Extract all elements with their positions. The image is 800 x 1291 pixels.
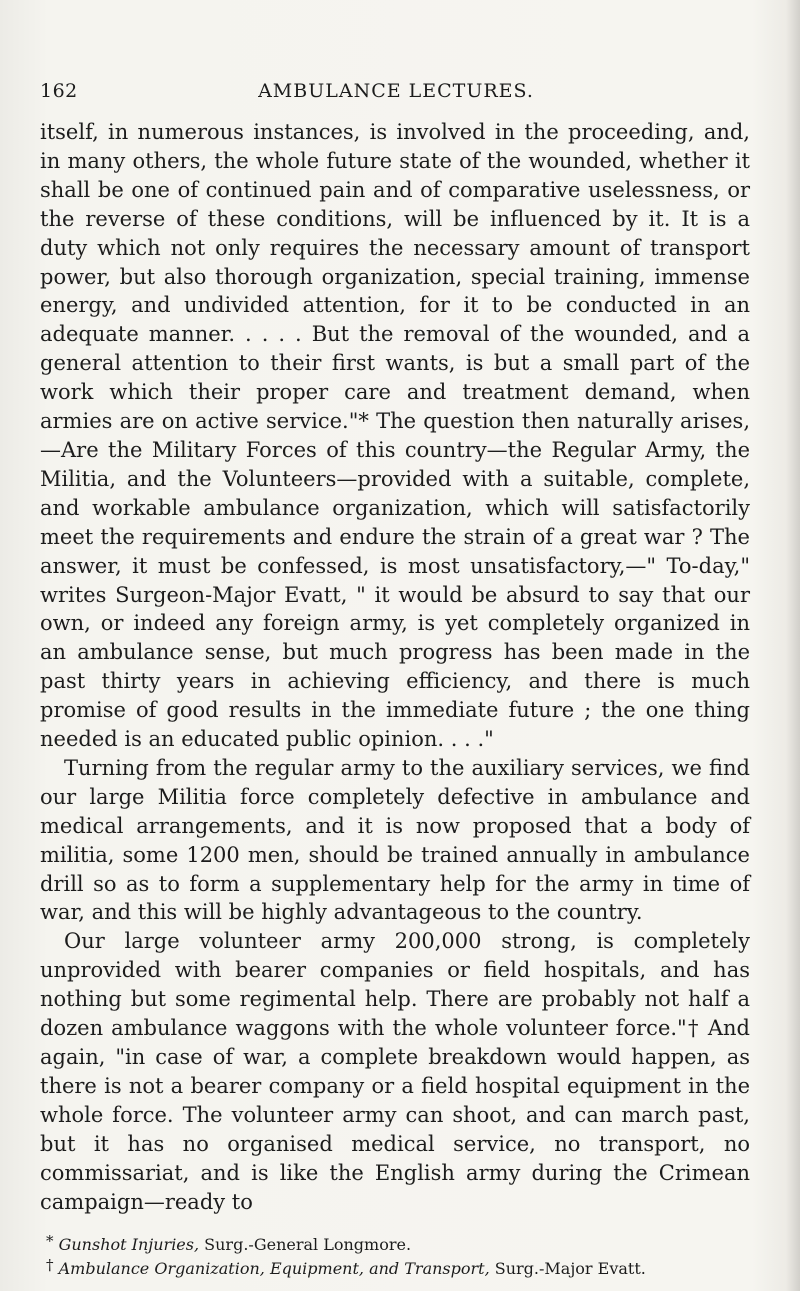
footnotes xyxy=(40,1231,752,1279)
running-head xyxy=(40,80,752,110)
page-number: 162 xyxy=(40,80,78,102)
footnote-author: Surg.-General Longmore. xyxy=(199,1235,412,1254)
footnote-mark: * xyxy=(46,1232,54,1250)
running-title: AMBULANCE LECTURES. xyxy=(258,80,534,102)
footnote-ambulance-organization xyxy=(40,1255,752,1279)
footnote-title: Gunshot Injuries, xyxy=(58,1235,200,1254)
paragraph-continued: itself, in numerous instances, is involved in the proceeding, and, in many others, the whole future state of the wounded, whether it shall be one of continued pain and of comparative uselessness, or the reverse of these conditions, will be influenced by it. It is a duty which not only requires the necessary amount of transport power, but also thorough organization, special training, immense energy, and undivided attention, for it to be conducted in an adequate manner. . . . . But the removal of the wounded, and a general attention to their first wants, is but a small part of the work which their proper care and treatment demand, when armies are on active service."* The question then naturally arises,—Are the Military Forces of this country—the Regular Army, the Militia, and the Volunteers—provided with a suitable, complete, and workable ambulance organization, which will satisfactorily meet the requirements and endure the strain of a great war ? The answer, it must be confessed, is most unsatisfactory,—" To-day," writes Surgeon-Major Evatt, " it would be absurd to say that our own, or indeed any foreign army, is yet completely organized in an ambulance sense, but much progress has been made in the past thirty years in achieving efficiency, and there is much promise of good results in the immediate future ; the one thing needed is an educated public opinion. . . ." xyxy=(40,120,750,752)
paragraph-volunteer-army: Our large volunteer army 200,000 strong, is completely unprovided with bearer companies or field hospitals, and has nothing but some regimental help. There are probably not half a dozen ambulance waggons with the whole volunteer force."† And again, "in case of war, a complete breakdown would happen, as there is not a bearer company or a field hospital equipment in the whole force. The volunteer army can shoot, and can march past, but it has no organised medical service, no transport, no commissariat, and is like the English army during the Crimean campaign—ready to xyxy=(40,929,750,1214)
footnote-mark: † xyxy=(46,1256,54,1274)
paragraph-auxiliary-services: Turning from the regular army to the auxiliary services, we find our large Militia force completely defective in ambulance and medical arrangements, and it is now proposed that a body of militia, some 1200 men, should be trained annually in ambulance drill so as to form a supplementary help for the army in time of war, and this will be highly advantageous to the country. xyxy=(40,755,750,925)
body-text xyxy=(40,118,750,1216)
footnote-gunshot-injuries xyxy=(40,1231,752,1255)
footnote-author: Surg.-Major Evatt. xyxy=(489,1259,646,1278)
footnote-title: Ambulance Organization, Equipment, and Transport, xyxy=(58,1259,490,1278)
page-edge-shadow xyxy=(786,0,800,1291)
